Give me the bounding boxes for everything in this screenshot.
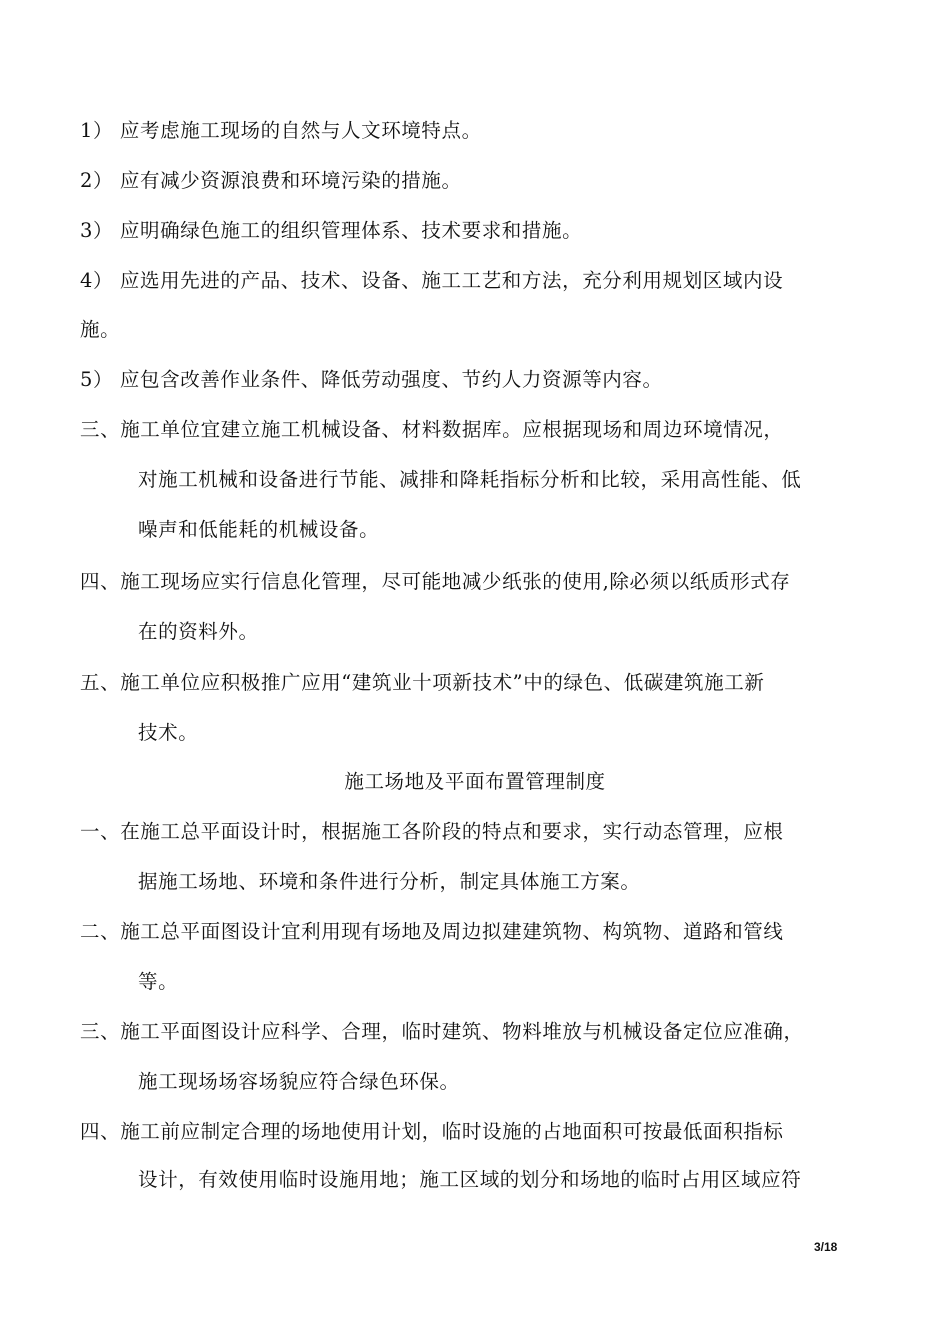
section-four-line-1: 四、施工现场应实行信息化管理，尽可能地减少纸张的使用,除必须以纸质形式存 — [80, 570, 791, 593]
section-five-line-1: 五、施工单位应积极推广应用“建筑业十项新技术”中的绿色、低碳建筑施工新 — [80, 671, 765, 694]
list-item-2: 2） 应有减少资源浪费和环境污染的措施。 — [80, 169, 462, 192]
section-heading: 施工场地及平面布置管理制度 — [344, 770, 606, 793]
list-item-4: 4） 应选用先进的产品、技术、设备、施工工艺和方法，充分利用规划区域内设 — [80, 269, 784, 292]
list-item-1: 1） 应考虑施工现场的自然与人文环境特点。 — [80, 119, 482, 142]
site-four-line-1: 四、施工前应制定合理的场地使用计划，临时设施的占地面积可按最低面积指标 — [80, 1120, 784, 1143]
section-four-line-2: 在的资料外。 — [138, 620, 259, 643]
site-two-line-2: 等。 — [138, 970, 179, 993]
list-item-3: 3） 应明确绿色施工的组织管理体系、技术要求和措施。 — [80, 219, 583, 242]
section-five-line-2: 技术。 — [138, 721, 199, 744]
list-item-5: 5） 应包含改善作业条件、降低劳动强度、节约人力资源等内容。 — [80, 368, 663, 391]
site-one-line-1: 一、在施工总平面设计时，根据施工各阶段的特点和要求，实行动态管理，应根 — [80, 820, 784, 843]
page-number: 3/18 — [814, 1240, 838, 1254]
section-three-line-2: 对施工机械和设备进行节能、减排和降耗指标分析和比较，采用高性能、低 — [138, 468, 802, 491]
site-four-line-2: 设计，有效使用临时设施用地；施工区域的划分和场地的临时占用区域应符 — [138, 1168, 802, 1191]
list-item-4-continuation: 施。 — [80, 318, 121, 341]
site-one-line-2: 据施工场地、环境和条件进行分析，制定具体施工方案。 — [138, 870, 641, 893]
site-two-line-1: 二、施工总平面图设计宜利用现有场地及周边拟建建筑物、构筑物、道路和管线 — [80, 920, 784, 943]
section-three-line-3: 噪声和低能耗的机械设备。 — [138, 518, 380, 541]
section-three-line-1: 三、施工单位宜建立施工机械设备、材料数据库。应根据现场和周边环境情况， — [80, 418, 784, 441]
site-three-line-2: 施工现场场容场貌应符合绿色环保。 — [138, 1070, 460, 1093]
site-three-line-1: 三、施工平面图设计应科学、合理，临时建筑、物料堆放与机械设备定位应准确， — [80, 1020, 804, 1043]
